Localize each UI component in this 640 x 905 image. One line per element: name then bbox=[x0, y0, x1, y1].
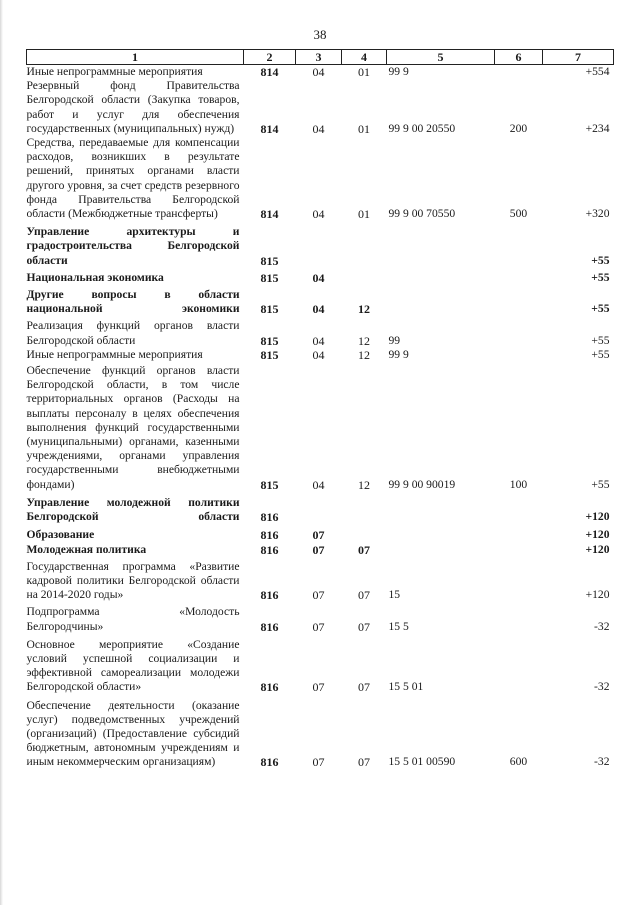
row-amount: +320 bbox=[585, 207, 610, 221]
row-expense-type bbox=[495, 557, 543, 603]
row-section: 04 bbox=[312, 333, 325, 348]
row-subsection: 12 bbox=[358, 347, 370, 362]
row-name: Образование bbox=[26, 528, 95, 542]
row-subsection: 12 bbox=[358, 302, 370, 317]
row-target-article bbox=[387, 285, 495, 316]
scan-edge-shadow bbox=[0, 0, 3, 905]
row-subsection bbox=[342, 492, 387, 524]
table-row bbox=[27, 316, 614, 347]
row-expense-type bbox=[495, 348, 543, 362]
header-col-7: 7 bbox=[543, 50, 614, 65]
row-target-article: 99 bbox=[388, 333, 401, 347]
row-name: Иные непрограммные мероприятия bbox=[26, 65, 203, 78]
row-expense-type: 100 bbox=[509, 477, 528, 491]
row-amount: +55 bbox=[591, 270, 610, 284]
row-subsection: 12 bbox=[358, 333, 370, 348]
row-name: Обеспечение деятельности (оказание услуг) подведомственных учреждений (организаций) (Предоставление субсидий бюджетным, автономным учреждениям и иным некоммерческим организациям) bbox=[26, 698, 240, 769]
row-name: Подпрограмма «Молодость Белгородчины» bbox=[26, 605, 240, 633]
header-col-1: 1 bbox=[27, 50, 244, 65]
row-target-article: 99 9 00 90019 bbox=[388, 477, 456, 491]
row-grbs: 816 bbox=[260, 528, 279, 543]
row-target-article: 99 9 00 70550 bbox=[388, 207, 456, 221]
row-target-article bbox=[387, 268, 495, 285]
row-section: 07 bbox=[312, 680, 325, 695]
row-amount: +55 bbox=[591, 477, 610, 491]
table-row bbox=[27, 524, 614, 542]
row-name: Молодежная политика bbox=[26, 542, 147, 556]
header-row bbox=[27, 50, 614, 65]
row-expense-type bbox=[495, 543, 543, 557]
row-name: Иные непрограммные мероприятия bbox=[26, 347, 203, 361]
row-subsection bbox=[342, 221, 387, 268]
row-subsection: 07 bbox=[358, 542, 370, 557]
row-amount: +120 bbox=[585, 588, 610, 602]
table-row bbox=[27, 65, 614, 80]
row-expense-type bbox=[495, 524, 543, 542]
row-grbs: 816 bbox=[260, 542, 279, 557]
page-number: 38 bbox=[313, 27, 327, 42]
row-section: 07 bbox=[312, 588, 325, 603]
row-section: 04 bbox=[312, 207, 325, 222]
header-col-3: 3 bbox=[296, 50, 342, 65]
row-section: 04 bbox=[312, 302, 325, 317]
row-target-article: 99 9 bbox=[388, 347, 409, 361]
row-name: Управление архитектуры и градостроительства Белгородской области bbox=[26, 225, 240, 267]
row-grbs: 816 bbox=[260, 755, 279, 770]
header-col-5: 5 bbox=[387, 50, 495, 65]
table-row bbox=[27, 557, 614, 603]
table-row bbox=[27, 268, 614, 285]
row-expense-type bbox=[495, 221, 543, 268]
row-amount: -32 bbox=[594, 619, 610, 633]
row-amount: +55 bbox=[591, 302, 610, 316]
row-section: 07 bbox=[312, 528, 325, 543]
row-name: Обеспечение функций органов власти Белгородской области, в том числе территориальных органов (Расходы на выплаты персоналу в целях обеспечения выполнения функций государственными (муниципальными) органами, казенными учреждениями, органами управления государственными внебюджетными фондами) bbox=[26, 364, 240, 491]
row-expense-type bbox=[495, 602, 543, 633]
row-target-article bbox=[387, 492, 495, 524]
row-name: Резервный фонд Правительства Белгородской области (Закупка товаров, работ и услуг для обеспечения государственных (муниципальных) нужд) bbox=[26, 79, 240, 135]
table-row bbox=[27, 221, 614, 268]
row-name: Государственная программа «Развитие кадровой политики Белгородской области на 2014-2020 годы» bbox=[26, 559, 240, 602]
row-amount: +55 bbox=[591, 253, 610, 267]
row-subsection bbox=[342, 268, 387, 285]
row-amount: +55 bbox=[591, 347, 610, 361]
row-name: Другие вопросы в области национальной экономики bbox=[26, 288, 240, 316]
row-section: 04 bbox=[312, 347, 325, 362]
row-name: Средства, передаваемые для компенсации расходов, возникших в результате решений, принятых органами власти другого уровня, за счет средств резервного фонда Правительства Белгородской области (Межбюджетные трансферты) bbox=[26, 136, 240, 221]
row-amount: +120 bbox=[585, 528, 610, 542]
row-section: 07 bbox=[312, 755, 325, 770]
row-target-article: 15 5 01 bbox=[388, 680, 424, 694]
table-header bbox=[27, 50, 614, 65]
row-expense-type: 600 bbox=[509, 755, 528, 769]
row-name: Основное мероприятие «Создание условий успешной социализации и эффективной самореализации молодежи Белгородской области» bbox=[26, 637, 240, 694]
row-expense-type bbox=[495, 492, 543, 524]
table-row bbox=[27, 136, 614, 221]
row-expense-type: 500 bbox=[509, 207, 528, 221]
table-row bbox=[27, 695, 614, 770]
row-target-article bbox=[387, 221, 495, 268]
row-target-article: 15 5 01 00590 bbox=[388, 755, 456, 769]
row-section: 07 bbox=[312, 619, 325, 634]
row-target-article: 99 9 00 20550 bbox=[388, 121, 456, 135]
row-target-article bbox=[387, 543, 495, 557]
row-expense-type bbox=[495, 634, 543, 695]
row-grbs: 816 bbox=[260, 680, 279, 695]
row-expense-type: 200 bbox=[509, 121, 528, 135]
table-row bbox=[27, 543, 614, 557]
row-amount: -32 bbox=[594, 680, 610, 694]
table-row bbox=[27, 79, 614, 136]
row-expense-type bbox=[495, 316, 543, 347]
header-col-4: 4 bbox=[342, 50, 387, 65]
row-subsection: 01 bbox=[358, 65, 370, 79]
row-grbs: 814 bbox=[260, 207, 279, 222]
row-grbs: 815 bbox=[260, 270, 279, 285]
row-section: 04 bbox=[312, 477, 325, 492]
row-grbs: 816 bbox=[260, 619, 279, 634]
row-amount: +120 bbox=[585, 542, 610, 556]
header-col-2: 2 bbox=[244, 50, 296, 65]
row-target-article: 15 bbox=[388, 588, 401, 602]
row-grbs: 815 bbox=[260, 302, 279, 317]
row-section: 04 bbox=[312, 121, 325, 136]
row-subsection: 07 bbox=[358, 680, 370, 695]
row-name: Управление молодежной политики Белгородской области bbox=[26, 495, 240, 524]
table-row bbox=[27, 492, 614, 524]
row-expense-type bbox=[495, 285, 543, 316]
row-subsection: 07 bbox=[358, 755, 370, 770]
row-amount: +120 bbox=[585, 510, 610, 524]
row-grbs: 816 bbox=[260, 510, 279, 525]
table-row bbox=[27, 634, 614, 695]
row-grbs: 815 bbox=[260, 333, 279, 348]
row-section bbox=[296, 221, 342, 268]
row-subsection: 12 bbox=[358, 477, 370, 492]
row-target-article bbox=[387, 524, 495, 542]
row-section: 04 bbox=[312, 270, 325, 285]
budget-table bbox=[26, 49, 614, 770]
table-row bbox=[27, 285, 614, 316]
row-section bbox=[296, 492, 342, 524]
row-subsection bbox=[342, 524, 387, 542]
row-amount: +234 bbox=[585, 121, 610, 135]
row-target-article: 15 5 bbox=[388, 619, 409, 633]
row-section: 04 bbox=[312, 65, 325, 79]
table-row bbox=[27, 602, 614, 633]
header-col-6: 6 bbox=[495, 50, 543, 65]
row-grbs: 814 bbox=[260, 121, 279, 136]
row-amount: +554 bbox=[585, 65, 610, 78]
row-subsection: 01 bbox=[358, 121, 370, 136]
row-grbs: 814 bbox=[260, 65, 279, 79]
row-name: Реализация функций органов власти Белгородской области bbox=[26, 319, 240, 347]
row-subsection: 07 bbox=[358, 588, 370, 603]
table-row bbox=[27, 362, 614, 492]
row-grbs: 816 bbox=[260, 588, 279, 603]
row-grbs: 815 bbox=[260, 253, 279, 268]
row-amount: +55 bbox=[591, 333, 610, 347]
row-expense-type bbox=[495, 65, 543, 80]
row-name: Национальная экономика bbox=[26, 270, 164, 284]
row-section: 07 bbox=[312, 542, 325, 557]
row-expense-type bbox=[495, 268, 543, 285]
table-row bbox=[27, 348, 614, 362]
row-subsection: 01 bbox=[358, 207, 370, 222]
row-grbs: 815 bbox=[260, 347, 279, 362]
table-body bbox=[27, 65, 614, 770]
row-amount: -32 bbox=[594, 755, 610, 769]
row-target-article: 99 9 bbox=[388, 65, 409, 78]
row-grbs: 815 bbox=[260, 477, 279, 492]
row-subsection: 07 bbox=[358, 619, 370, 634]
